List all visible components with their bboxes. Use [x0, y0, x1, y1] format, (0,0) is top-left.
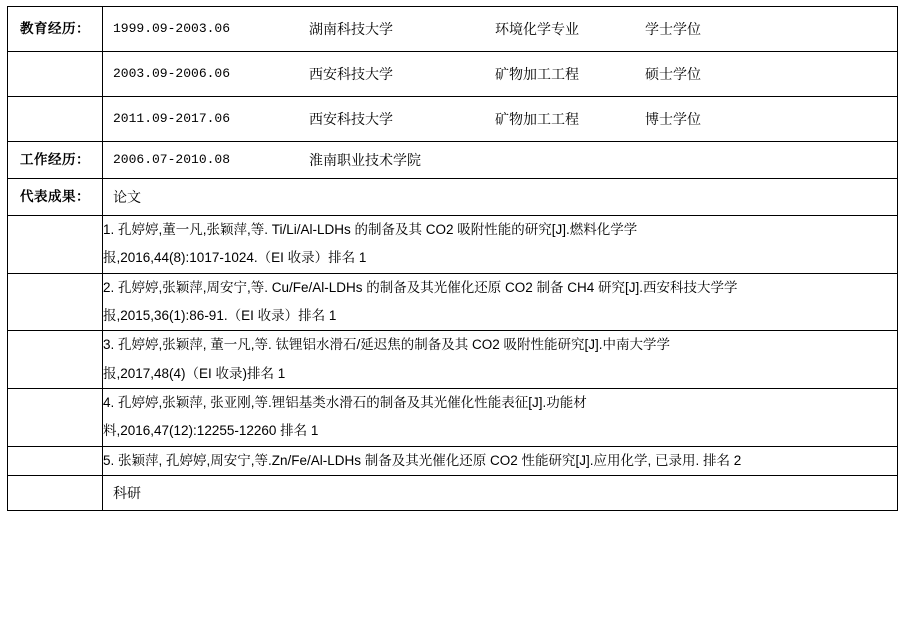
table-row [8, 52, 898, 97]
achievements-section-title: 论文 [113, 188, 141, 205]
table-row [8, 7, 898, 52]
table-row [8, 446, 898, 475]
education-entry [103, 52, 897, 96]
table-row [8, 331, 898, 389]
education-date: 2003.09-2006.06 [113, 66, 231, 82]
education-degree: 学士学位 [645, 20, 701, 37]
education-major: 矿物加工工程 [495, 65, 579, 82]
resume-page [0, 6, 905, 621]
publication-line: 报,2017,48(4)（EI 收录)排名 1 [103, 365, 286, 381]
work-entry [103, 142, 897, 178]
publication-line: 2. 孔婷婷,张颖萍,周安宁,等. Cu/Fe/Al-LDHs 的制备及其光催化还原 CO2 制备 CH4 研究[J].西安科技大学学 [103, 279, 738, 295]
work-label-cell [8, 142, 103, 179]
education-date: 1999.09-2003.06 [113, 21, 231, 37]
empty-label-cell [8, 216, 103, 274]
education-entry-cell [103, 7, 898, 52]
publication-cell [103, 389, 898, 447]
education-major: 矿物加工工程 [495, 110, 579, 127]
work-label: 工作经历： [20, 151, 90, 167]
publication-line: 5. 张颖萍, 孔婷婷,周安宁,等.Zn/Fe/Al-LDHs 制备及其光催化还原 CO2 性能研究[J].应用化学, 已录用. 排名 2 [103, 452, 742, 468]
education-date: 2011.09-2017.06 [113, 111, 231, 127]
achievements-label: 代表成果： [20, 188, 90, 204]
publication-cell [103, 273, 898, 331]
table-row [8, 179, 898, 216]
work-entry-cell [103, 142, 898, 179]
publication-cell [103, 216, 898, 274]
work-unit: 淮南职业技术学院 [309, 151, 421, 168]
education-label: 教育经历： [20, 20, 90, 36]
work-date: 2006.07-2010.08 [113, 152, 231, 168]
table-row [8, 476, 898, 511]
table-row [8, 273, 898, 331]
education-degree: 博士学位 [645, 110, 701, 127]
publication-line: 1. 孔婷婷,董一凡,张颖萍,等. Ti/Li/Al-LDHs 的制备及其 CO2 吸附性能的研究[J].燃料化学学 [103, 222, 638, 237]
empty-label-cell [8, 97, 103, 142]
achievements-tail-label: 科研 [113, 484, 141, 501]
education-entry-cell [103, 97, 898, 142]
education-major: 环境化学专业 [495, 20, 579, 37]
empty-label-cell [8, 273, 103, 331]
table-row [8, 389, 898, 447]
resume-table [7, 6, 898, 511]
publication-line: 报,2015,36(1):86-91.（EI 收录）排名 1 [103, 308, 337, 324]
empty-label-cell [8, 389, 103, 447]
publication-cell [103, 446, 898, 475]
education-school: 湖南科技大学 [309, 20, 393, 37]
empty-label-cell [8, 476, 103, 511]
achievements-section-cell [103, 179, 898, 216]
table-row [8, 142, 898, 179]
publication-cell [103, 331, 898, 389]
education-entry [103, 97, 897, 141]
achievements-label-cell [8, 179, 103, 216]
education-entry-cell [103, 52, 898, 97]
education-degree: 硕士学位 [645, 65, 701, 82]
education-school: 西安科技大学 [309, 65, 393, 82]
publication-line: 报,2016,44(8):1017-1024.（EI 收录）排名 1 [103, 250, 367, 266]
publication-line: 4. 孔婷婷,张颖萍, 张亚刚,等.锂铝基类水滑石的制备及其光催化性能表征[J].功能材 [103, 395, 587, 411]
education-label-cell [8, 7, 103, 52]
empty-label-cell [8, 331, 103, 389]
education-school: 西安科技大学 [309, 110, 393, 127]
table-row [8, 97, 898, 142]
achievements-tail-cell [103, 476, 898, 511]
empty-label-cell [8, 52, 103, 97]
table-row [8, 216, 898, 274]
publication-line: 料,2016,47(12):12255-12260 排名 1 [103, 423, 319, 439]
education-entry [103, 7, 897, 51]
publication-line: 3. 孔婷婷,张颖萍, 董一凡,等. 钛锂铝水滑石/延迟焦的制备及其 CO2 吸附性能研究[J].中南大学学 [103, 337, 671, 353]
empty-label-cell [8, 446, 103, 475]
